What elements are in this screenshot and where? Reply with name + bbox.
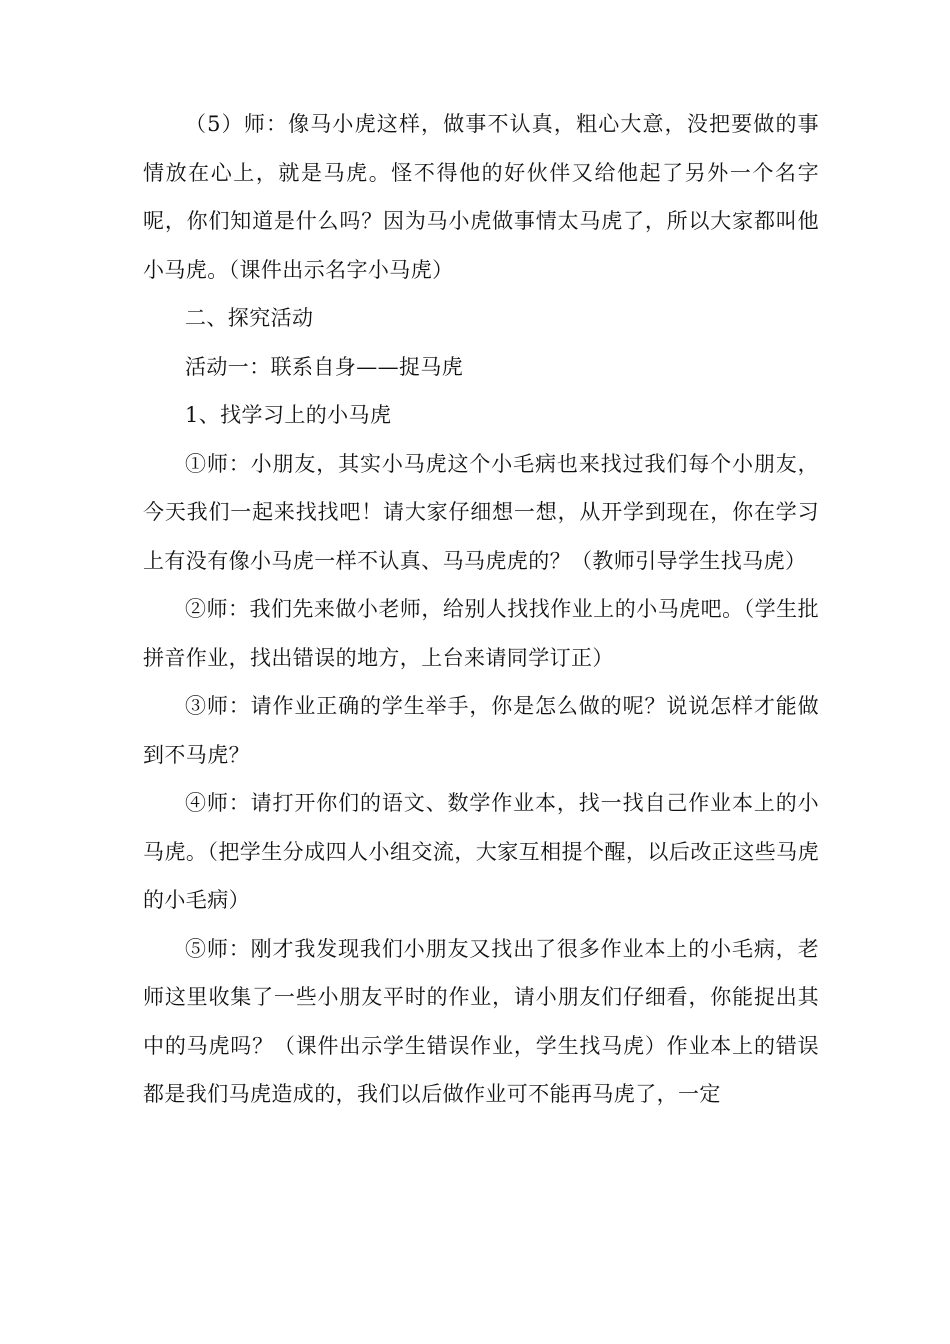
paragraph-step-5: ⑤师：刚才我发现我们小朋友又找出了很多作业本上的小毛病，老师这里收集了一些小朋友平时的作业，请小朋友们仔细看，你能捉出其中的马虎吗？（课件出示学生错误作业，学生找马虎）作业本上的错误都是我们马虎造成的，我们以后做作业可不能再马虎了，一定 — [143, 936, 819, 1106]
paragraph-step-1: ①师：小朋友，其实小马虎这个小毛病也来找过我们每个小朋友，今天我们一起来找找吧！请大家仔细想一想，从开学到现在，你在学习上有没有像小马虎一样不认真、马马虎虎的？（教师引导学生找马虎） — [143, 451, 819, 573]
paragraph-step-4: ④师：请打开你们的语文、数学作业本，找一找自己作业本上的小马虎。（把学生分成四人小组交流，大家互相提个醒，以后改正这些马虎的小毛病） — [143, 791, 819, 912]
activity-heading-one: 活动一：联系自身——捉马虎 — [185, 354, 464, 379]
section-heading-exploration: 二、探究活动 — [185, 306, 314, 330]
paragraph-teacher-dialogue-5: （5）师：像马小虎这样，做事不认真，粗心大意，没把要做的事情放在心上，就是马虎。怪不得他的好伙伴又给他起了另外一个名字呢，你们知道是什么吗？因为马小虎做事情太马虎了，所以大家都叫他小马虎。（课件出示名字小马虎） — [143, 112, 819, 282]
paragraph-step-2: ②师：我们先来做小老师，给别人找找作业上的小马虎吧。（学生批拼音作业，找出错误的地方，上台来请同学订正） — [143, 597, 819, 670]
document-body — [143, 100, 819, 1119]
subheading-find-study-mistakes: 1、找学习上的小马虎 — [185, 403, 392, 427]
paragraph-step-3: ③师：请作业正确的学生举手，你是怎么做的呢？说说怎样才能做到不马虎？ — [143, 694, 819, 767]
